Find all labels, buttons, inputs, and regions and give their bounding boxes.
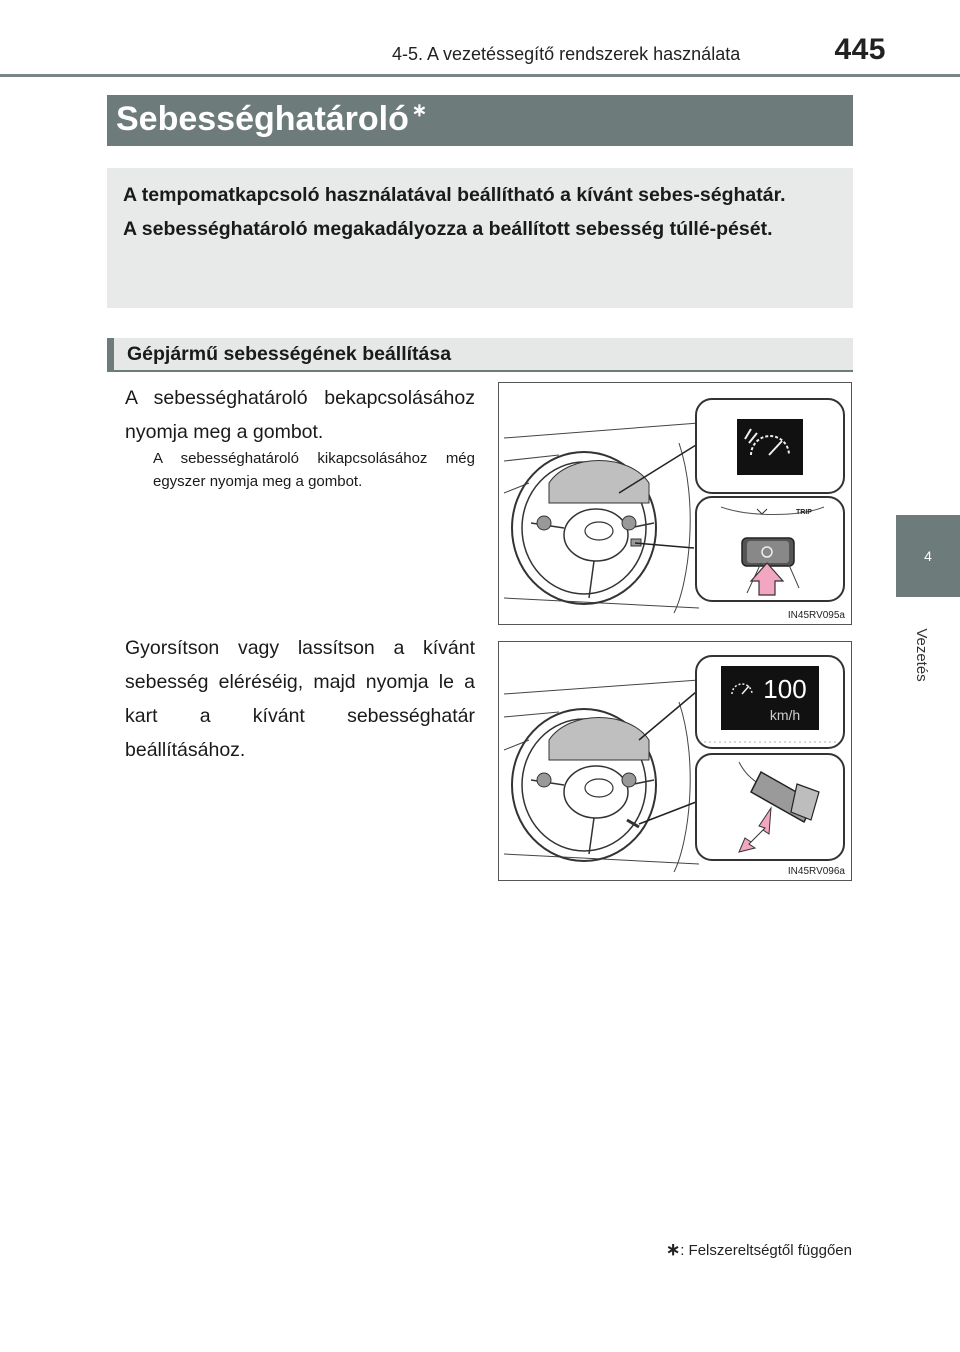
steering-wheel-illustration	[499, 383, 851, 624]
step-2-text: Gyorsítson vagy lassítson a kívánt sebesség eléréséig, majd nyomja le a kart a kívánt sebességhatár beállításához.	[125, 637, 475, 761]
section-header: 4-5. A vezetéssegítő rendszerek használata	[392, 44, 741, 64]
intro-line-1: A tempomatkapcsoló használatával beállítható a kívánt sebes-séghatár.	[123, 184, 786, 206]
figure-1-code: IN45RV095a	[787, 610, 845, 621]
figure-steering-button	[498, 382, 852, 625]
page-title	[116, 100, 427, 139]
footnote	[630, 1240, 852, 1260]
title-asterisk: ∗	[411, 100, 427, 120]
chapter-label: Vezetés	[913, 628, 930, 682]
footnote-text: : Felszereltségtől függően	[680, 1242, 852, 1259]
page-number: 445	[834, 33, 886, 66]
speed-value: 100	[763, 674, 807, 704]
intro-line-2: A sebességhatároló megakadályozza a beállított sebesség túllé-pését.	[123, 218, 773, 240]
figure-speed-lever	[498, 641, 852, 881]
speed-lever-illustration	[499, 642, 851, 880]
header-rule	[0, 74, 960, 77]
speed-unit: km/h	[769, 707, 801, 723]
intro-box	[107, 168, 853, 308]
page-title-text: Sebességhatároló	[116, 100, 409, 138]
footnote-asterisk: ∗	[665, 1240, 681, 1259]
step-1-text: A sebességhatároló bekapcsolásához nyomja meg a gombot.	[125, 387, 475, 443]
step-1-note: A sebességhatároló kikapcsolásához még egyszer nyomja meg a gombot.	[153, 450, 475, 490]
chapter-tab	[896, 515, 960, 597]
figure-2-code: IN45RV096a	[787, 866, 845, 877]
trip-label: TRIP	[796, 509, 812, 516]
subsection-title: Gépjármű sebességének beállítása	[127, 343, 452, 365]
chapter-number: 4	[924, 548, 932, 564]
